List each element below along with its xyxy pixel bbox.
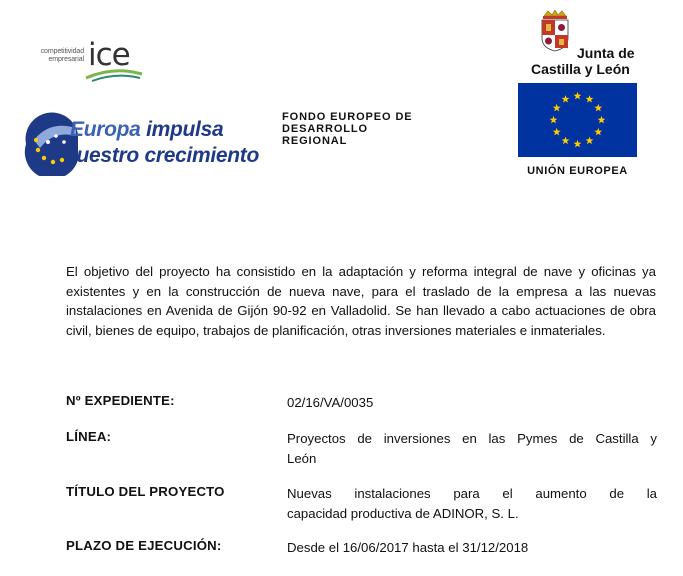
plazo-value: Desde el 16/06/2017 hasta el 31/12/2018: [287, 540, 529, 555]
expediente-label: Nº EXPEDIENTE:: [66, 393, 175, 408]
eu-flag: [518, 83, 637, 157]
feder-line3: REGIONAL: [282, 135, 348, 147]
eu-stars-icon: [518, 83, 637, 157]
eu-star-icon: [574, 92, 582, 100]
feder-line1: FONDO EUROPEO DE: [282, 111, 413, 123]
ice-tagline-line1: competitividad: [40, 48, 84, 55]
expediente-value: 02/16/VA/0035: [287, 395, 374, 410]
linea-value: [287, 429, 657, 468]
titulo-label: TÍTULO DEL PROYECTO: [66, 484, 225, 499]
europa-word: Europa: [70, 118, 141, 141]
europa-line1: [70, 118, 223, 142]
junta-name-line1: Junta de: [577, 45, 635, 61]
ice-logo: [22, 38, 147, 84]
eu-star-icon: [550, 116, 558, 124]
linea-value-line1: Proyectos de inversiones en las Pymes de Castilla y: [287, 431, 657, 446]
ice-swoosh-icon: [84, 68, 144, 82]
ice-tagline: [22, 48, 84, 64]
eu-star-icon: [594, 128, 602, 136]
eu-star-icon: [586, 137, 594, 145]
europa-line2: nuestro crecimiento: [64, 144, 260, 167]
coat-of-arms-icon: [538, 10, 572, 52]
eu-star-icon: [562, 137, 570, 145]
titulo-value: [287, 484, 657, 523]
feder-line2: DESARROLLO: [282, 123, 368, 135]
eu-star-icon: [553, 128, 561, 136]
linea-value-line2: León: [287, 450, 317, 466]
eu-star-icon: [598, 116, 606, 124]
eu-star-icon: [574, 140, 582, 148]
feder-text: [282, 111, 452, 147]
project-description: El objetivo del proyecto ha consistido en la adaptación y reforma integral de nave y oficinas ya existentes y en la construcción de nueva nave, para el traslado de la empresa a las nuevas instalaciones en Avenida de Gijón 90-92 en Valladolid. Se han llevado a cabo actuaciones de obra civil, bienes de equipo, trabajos de planificación, otras inversiones materiales e inmateriales.: [66, 264, 656, 338]
europa-impulsa-logo: [20, 112, 270, 176]
linea-label: LÍNEA:: [66, 429, 112, 444]
impulsa-word: impulsa: [146, 118, 224, 141]
junta-name-line2: Castilla y León: [531, 61, 630, 77]
titulo-value-line1: Nuevas instalaciones para el aumento de la: [287, 486, 657, 501]
ice-mark: ice: [88, 37, 130, 73]
eu-star-icon: [586, 95, 594, 103]
ice-tagline-line2: empresarial: [48, 56, 84, 63]
eu-label: UNIÓN EUROPEA: [527, 165, 628, 177]
eu-star-icon: [594, 104, 602, 112]
eu-star-icon: [562, 95, 570, 103]
eu-star-icon: [553, 104, 561, 112]
junta-castilla-leon-logo: [528, 10, 658, 80]
titulo-value-line2: capacidad productiva de ADINOR, S. L.: [287, 505, 519, 521]
plazo-label: PLAZO DE EJECUCIÓN:: [66, 538, 222, 553]
